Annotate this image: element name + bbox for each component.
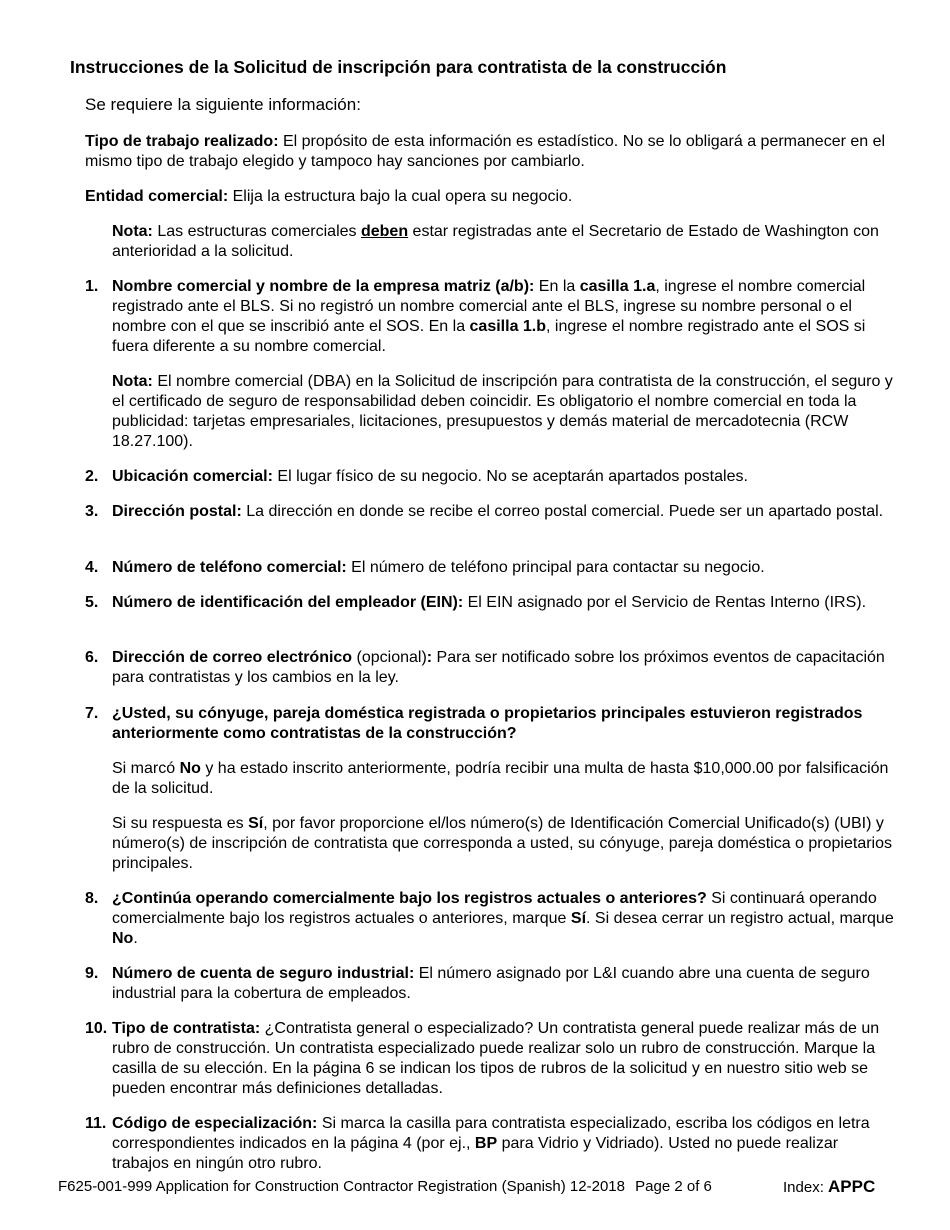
- item-7-si-bold: Sí: [248, 815, 264, 832]
- tipo-trabajo-label: Tipo de trabajo realizado:: [85, 133, 279, 150]
- item-number: 6.: [85, 649, 99, 666]
- footer-index: [783, 1177, 875, 1198]
- entidad-text: Elija la estructura bajo la cual opera su negocio.: [228, 188, 573, 205]
- item-9-label: Número de cuenta de seguro industrial:: [112, 965, 415, 982]
- item-number: 10.: [85, 1020, 108, 1037]
- item-7-no-text-1: Si marcó: [112, 760, 180, 777]
- item-6-colon: :: [426, 649, 433, 666]
- list-item-3: [85, 502, 897, 522]
- entidad-paragraph: [85, 187, 895, 207]
- entidad-label: Entidad comercial:: [85, 188, 229, 205]
- item-number: 2.: [85, 468, 99, 485]
- item-number: 4.: [85, 559, 99, 576]
- item-5-text: El EIN asignado por el Servicio de Rentas Interno (IRS).: [463, 594, 867, 611]
- tipo-trabajo-paragraph: [85, 132, 895, 172]
- item-6-label: Dirección de correo electrónico: [112, 649, 353, 666]
- item-6-optional: (opcional): [352, 649, 427, 666]
- item-5-label: Número de identificación del empleador (EIN):: [112, 594, 464, 611]
- list-item-9: [85, 964, 897, 1004]
- item-1-label: Nombre comercial y nombre de la empresa matriz (a/b):: [112, 278, 535, 295]
- item-10-text: ¿Contratista general o especializado? Un contratista general puede realizar más de un rubro de construcción. Un contratista especializado puede realizar solo un rubro de construcción. Marque la casilla de su elección. En la página 6 se indican los tipos de rubros de la solicitud y en nuestro sitio web se pueden encontrar más definiciones detalladas.: [112, 1020, 880, 1097]
- item-8-bold-1: Sí: [570, 910, 587, 927]
- item-1-note: [112, 372, 897, 452]
- item-number: 9.: [85, 965, 99, 982]
- item-4-label: Número de teléfono comercial:: [112, 559, 347, 576]
- item-1-bold-2: casilla 1.b: [469, 318, 547, 335]
- item-8-text-3: .: [133, 930, 138, 947]
- item-8-label: ¿Continúa operando comercialmente bajo los registros actuales o anteriores?: [112, 890, 707, 907]
- tipo-trabajo-text: El propósito de esta información es estadístico. No se lo obligará a permanecer en el mismo tipo de trabajo elegido y tampoco hay sanciones por cambiarlo.: [85, 133, 886, 170]
- nota-entidad-label: Nota:: [112, 223, 153, 240]
- footer-index-label: Index:: [783, 1179, 829, 1196]
- list-item-7: [85, 704, 897, 744]
- item-3-label: Dirección postal:: [112, 503, 242, 520]
- footer-form-id: F625-001-999 Application for Construction Contractor Registration (Spanish) 12-2018: [58, 1178, 625, 1195]
- item-11-bold: BP: [474, 1135, 498, 1152]
- item-number: 3.: [85, 503, 99, 520]
- item-number: 7.: [85, 705, 99, 722]
- item-7-si-text-2: , por favor proporcione el/los número(s) de Identificación Comercial Unificado(s) (UBI) y número(s) de inscripción de contratista que corresponda a usted, su cónyuge, pareja doméstica o propietarios principales.: [112, 815, 892, 872]
- item-7-label: ¿Usted, su cónyuge, pareja doméstica registrada o propietarios principales estuvieron registrados anteriormente como contratistas de la construcción?: [112, 705, 863, 742]
- item-2-label: Ubicación comercial:: [112, 468, 273, 485]
- item-7-no-text-2: y ha estado inscrito anteriormente, podría recibir una multa de hasta $10,000.00 por falsificación de la solicitud.: [112, 760, 889, 797]
- item-1-text-3: , ingrese el nombre registrado ante el SOS si fuera diferente a su nombre comercial.: [112, 318, 866, 355]
- item-11-text-2: para Vidrio y Vidriado). Usted no puede realizar trabajos en ningún otro rubro.: [112, 1135, 839, 1172]
- item-7-si-paragraph: [112, 814, 897, 874]
- item-2-text: El lugar físico de su negocio. No se aceptarán apartados postales.: [272, 468, 748, 485]
- item-8-text-1: Si continuará operando comercialmente bajo los registros actuales o anteriores, marque: [112, 890, 877, 927]
- nota-entidad-text-a: Las estructuras comerciales: [152, 223, 361, 240]
- item-number: 1.: [85, 278, 99, 295]
- list-item-11: [85, 1114, 897, 1174]
- footer-page-number: Page 2 of 6: [635, 1178, 712, 1195]
- list-item-1: [85, 277, 897, 357]
- item-6-text: Para ser notificado sobre los próximos eventos de capacitación para contratistas y los cambios en la ley.: [112, 649, 885, 686]
- item-8-bold-2: No: [112, 930, 134, 947]
- page-footer: [58, 1177, 876, 1197]
- item-10-label: Tipo de contratista:: [112, 1020, 261, 1037]
- item-number: 11.: [85, 1115, 107, 1132]
- nota-entidad-text-b: estar registradas ante el Secretario de Estado de Washington con anterioridad a la solicitud.: [112, 223, 879, 260]
- item-8-text-2: . Si desea cerrar un registro actual, marque: [586, 910, 894, 927]
- list-item-4: [85, 558, 897, 578]
- nota-entidad-emphasis: deben: [360, 223, 409, 240]
- item-7-no-paragraph: [112, 759, 897, 799]
- item-1-note-text: El nombre comercial (DBA) en la Solicitud de inscripción para contratista de la construcción, el seguro y el certificado de seguro de responsabilidad deben coincidir. Es obligatorio el nombre comercial en toda la publicidad: tarjetas empresariales, licitaciones, presupuestos y demás material de mercadotecnia (RCW 18.27.100).: [112, 373, 893, 450]
- list-item-10: [85, 1019, 897, 1099]
- list-item-2: [85, 467, 897, 487]
- list-item-6: [85, 648, 897, 688]
- page-title: Instrucciones de la Solicitud de inscripción para contratista de la construcción: [70, 57, 727, 77]
- item-3-text: La dirección en donde se recibe el correo postal comercial. Puede ser un apartado postal.: [241, 503, 884, 520]
- intro-text: Se requiere la siguiente información:: [85, 95, 361, 114]
- list-item-5: [85, 593, 897, 613]
- item-number: 5.: [85, 594, 99, 611]
- item-1-note-label: Nota:: [112, 373, 153, 390]
- item-number: 8.: [85, 890, 99, 907]
- item-4-text: El número de teléfono principal para contactar su negocio.: [346, 559, 765, 576]
- item-11-text-1: Si marca la casilla para contratista especializado, escriba los códigos en letra correspondientes indicados en la página 4 (por ej.,: [112, 1115, 870, 1152]
- item-11-label: Código de especialización:: [112, 1115, 318, 1132]
- item-7-si-text-1: Si su respuesta es: [112, 815, 249, 832]
- item-7-no-bold: No: [179, 760, 201, 777]
- item-1-text-1: En la: [534, 278, 580, 295]
- list-item-8: [85, 889, 897, 949]
- item-1-bold-1: casilla 1.a: [579, 278, 656, 295]
- item-9-text: El número asignado por L&I cuando abre una cuenta de seguro industrial para la cobertura de empleados.: [112, 965, 870, 1002]
- nota-entidad-paragraph: [112, 222, 897, 262]
- footer-index-code: APPC: [828, 1177, 876, 1196]
- item-1-text-2: , ingrese el nombre comercial registrado ante el BLS. Si no registró un nombre comercial ante el BLS, ingrese su nombre personal o el nombre con el que se inscribió ante el SOS. En la: [112, 278, 866, 335]
